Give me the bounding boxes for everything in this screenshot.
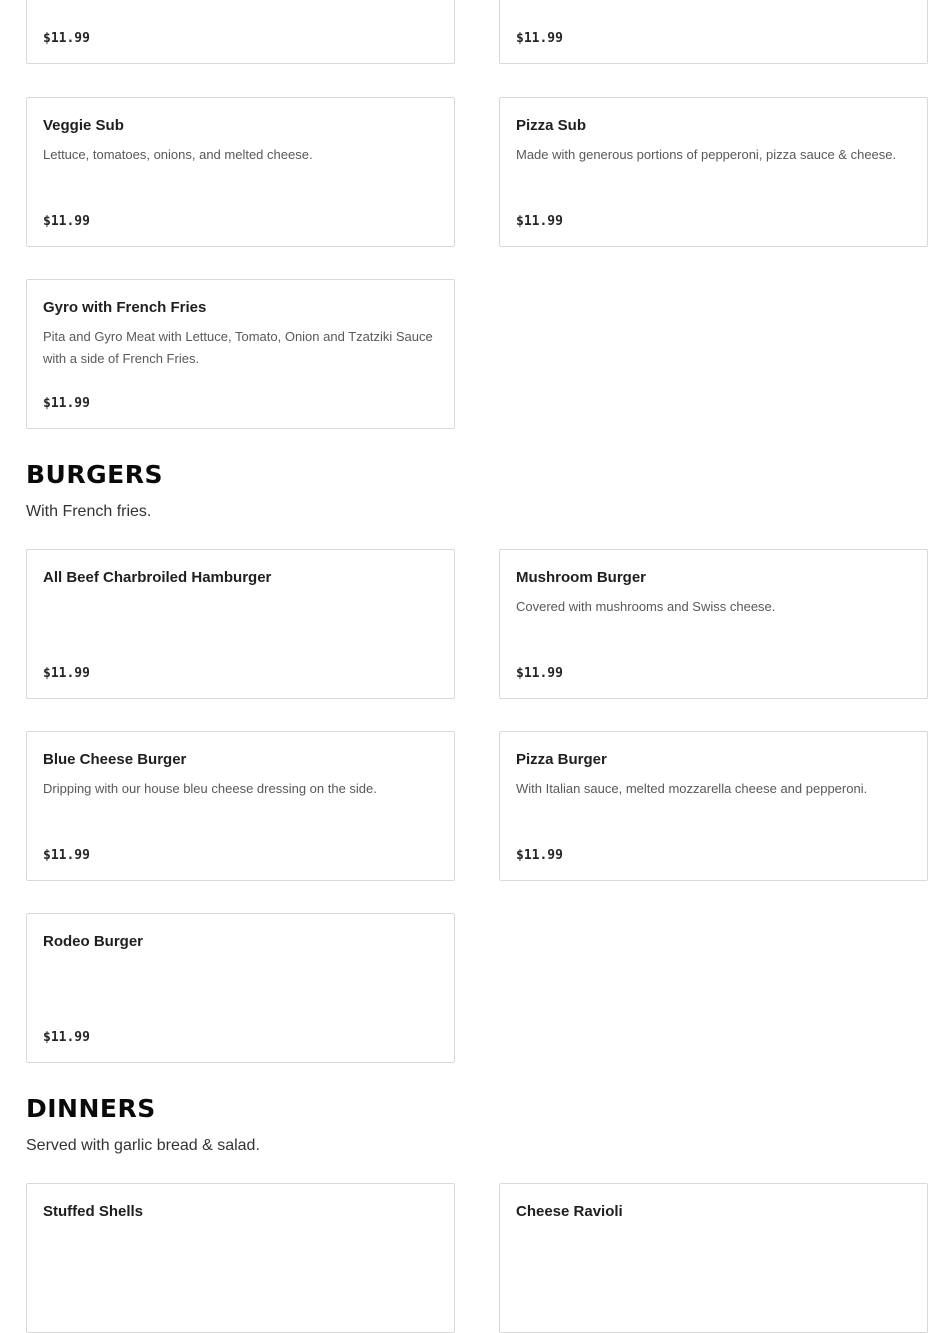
item-name: All Beef Charbroiled Hamburger [43,569,272,586]
item-description: Made with generous portions of pepperoni, pizza sauce & cheese. [516,147,897,162]
item-name: Pizza Sub [516,117,587,134]
item-price: $11.99 [43,1030,90,1045]
item-price: $11.99 [43,666,90,681]
section-subtitle-dinners: Served with garlic bread & salad. [26,1137,260,1154]
item-name: Veggie Sub [43,117,124,134]
item-price: $11.99 [43,214,90,229]
menu-item-card-gyro[interactable] [26,279,455,429]
item-name: Rodeo Burger [43,933,144,950]
menu-item-card-stuffed-shells[interactable] [26,1183,455,1333]
item-description: Covered with mushrooms and Swiss cheese. [516,599,776,614]
menu-item-card-cheese-ravioli[interactable] [499,1183,928,1333]
item-price: $11.99 [516,848,563,863]
menu-item-card-veggie-sub[interactable] [26,97,455,247]
item-price: $11.99 [516,666,563,681]
item-description: With Italian sauce, melted mozzarella cheese and pepperoni. [516,781,868,796]
item-name: Cheese Ravioli [516,1203,623,1220]
item-price: $11.99 [43,396,90,411]
menu-item-card-blue-cheese-burger[interactable] [26,731,455,881]
item-price: $11.99 [516,31,563,46]
item-description: Lettuce, tomatoes, onions, and melted cheese. [43,147,313,162]
menu-item-card-all-beef-hamburger[interactable] [26,549,455,699]
menu-item-card-mushroom-burger[interactable] [499,549,928,699]
menu-item-card[interactable] [26,0,455,64]
item-description: Dripping with our house bleu cheese dressing on the side. [43,781,377,796]
item-price: $11.99 [43,848,90,863]
item-description: Pita and Gyro Meat with Lettuce, Tomato, Onion and Tzatziki Sauce with a side of French Fries. [43,329,433,366]
menu-item-card[interactable] [499,0,928,64]
section-title-burgers: BURGERS [26,460,163,489]
menu-item-card-rodeo-burger[interactable] [26,913,455,1063]
item-name: Gyro with French Fries [43,299,207,316]
section-subtitle-burgers: With French fries. [26,503,152,520]
section-title-dinners: DINNERS [26,1094,156,1123]
menu-item-card-pizza-sub[interactable] [499,97,928,247]
item-name: Pizza Burger [516,751,607,768]
item-name: Blue Cheese Burger [43,751,187,768]
item-name: Mushroom Burger [516,569,647,586]
item-price: $11.99 [43,31,90,46]
item-name: Stuffed Shells [43,1203,144,1220]
item-price: $11.99 [516,214,563,229]
menu-item-card-pizza-burger[interactable] [499,731,928,881]
